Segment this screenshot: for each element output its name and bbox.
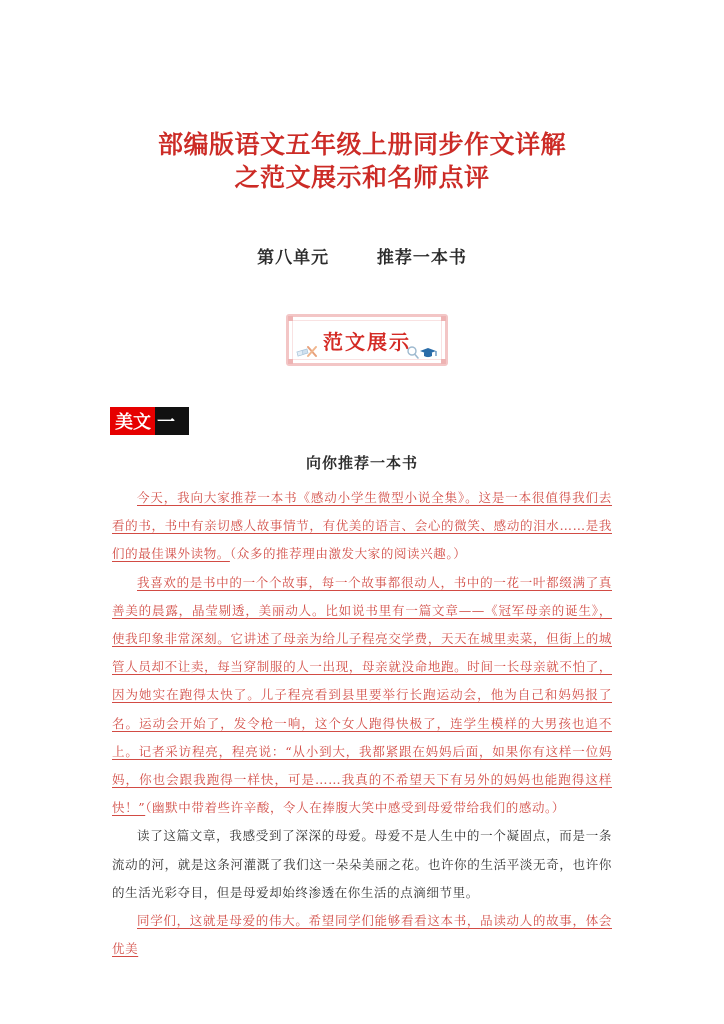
paragraph-2-main: 我喜欢的是书中的一个个故事，每一个故事都很动人，书中的一花一叶都缀满了真善美的晨露，晶莹剔透，美丽动人。比如说书里有一篇文章——《冠军母亲的诞生》，使我印象非常深刻。它讲述了母亲为给儿子程亮交学费，天天在城里卖菜，但街上的城管人员却不让卖，每当穿制服的人一出现，母亲就没命地跑。时间一长母亲就不怕了，因为她实在跑得太快了。儿子程亮看到县里要举行长跑运动会，他为自己和妈妈报了名。运动会开始了，发令枪一响，这个女人跑得快极了，连学生模样的大男孩也追不上。记者采访程亮，程亮说：“从小到大，我都紧跟在妈妈后面，如果你有这样一位妈妈，你也会跟我跑得一样快，可是……我真的不希望天下有另外的妈妈也能跑得这样快！” (112, 574, 612, 816)
paragraph-1-main: 今天，我向大家推荐一本书《感动小学生微型小说全集》。这是一本很值得我们去看的书，书中有亲切感人故事情节，有优美的语言、会心的微笑、感动的泪水……是我们的最佳课外读物。 (112, 490, 612, 562)
paragraph-3-main: 读了这篇文章，我感受到了深深的母爱。母爱不是人生中的一个凝固点，而是一条流动的河，就是这条河灌溉了我们这一朵朵美丽之花。也许你的生活平淡无奇，也许你的生活光彩夺目，但是母爱却始终渗透在你生活的点滴细节里。 (112, 828, 612, 900)
paragraph-4-main: 同学们，这就是母爱的伟大。希望同学们能够看看这本书，品读动人的故事，体会优美 (112, 913, 612, 957)
paragraph-2-comment: （幽默中带着些许辛酸，令人在捧腹大笑中感受到母爱带给我们的感动。） (145, 800, 566, 816)
book-pencil-icon (294, 341, 328, 361)
unit-topic: 推荐一本书 (376, 248, 467, 268)
meiwen-tag-black-part: 一 (155, 407, 189, 435)
sample-essay-banner (286, 314, 448, 366)
paragraph-1 (112, 484, 612, 569)
document-title-line-1: 部编版语文五年级上册同步作文详解 (157, 130, 566, 159)
unit-heading (0, 243, 724, 268)
article-title: 向你推荐一本书 (305, 454, 418, 472)
banner-corner-top-right (441, 316, 446, 321)
status-badge-meiwen (110, 407, 189, 435)
meiwen-tag-red-part: 美文 (110, 407, 155, 435)
unit-label: 第八单元 (257, 248, 330, 268)
document-title-line-2: 之范文展示和名师点评 (234, 163, 490, 192)
banner-corner-top-left (288, 316, 293, 321)
banner-label: 范文展示 (323, 330, 411, 354)
article-body (112, 484, 612, 963)
banner-corner-bottom-left (288, 359, 293, 364)
paragraph-1-comment: （众多的推荐理由激发大家的阅读兴趣。） (229, 546, 467, 562)
magnifier-graduation-cap-icon (405, 341, 439, 361)
banner-corner-bottom-right (441, 359, 446, 364)
paragraph-4 (112, 907, 612, 963)
paragraph-3 (112, 822, 612, 907)
paragraph-2 (112, 569, 612, 823)
document-title-block (0, 128, 724, 194)
